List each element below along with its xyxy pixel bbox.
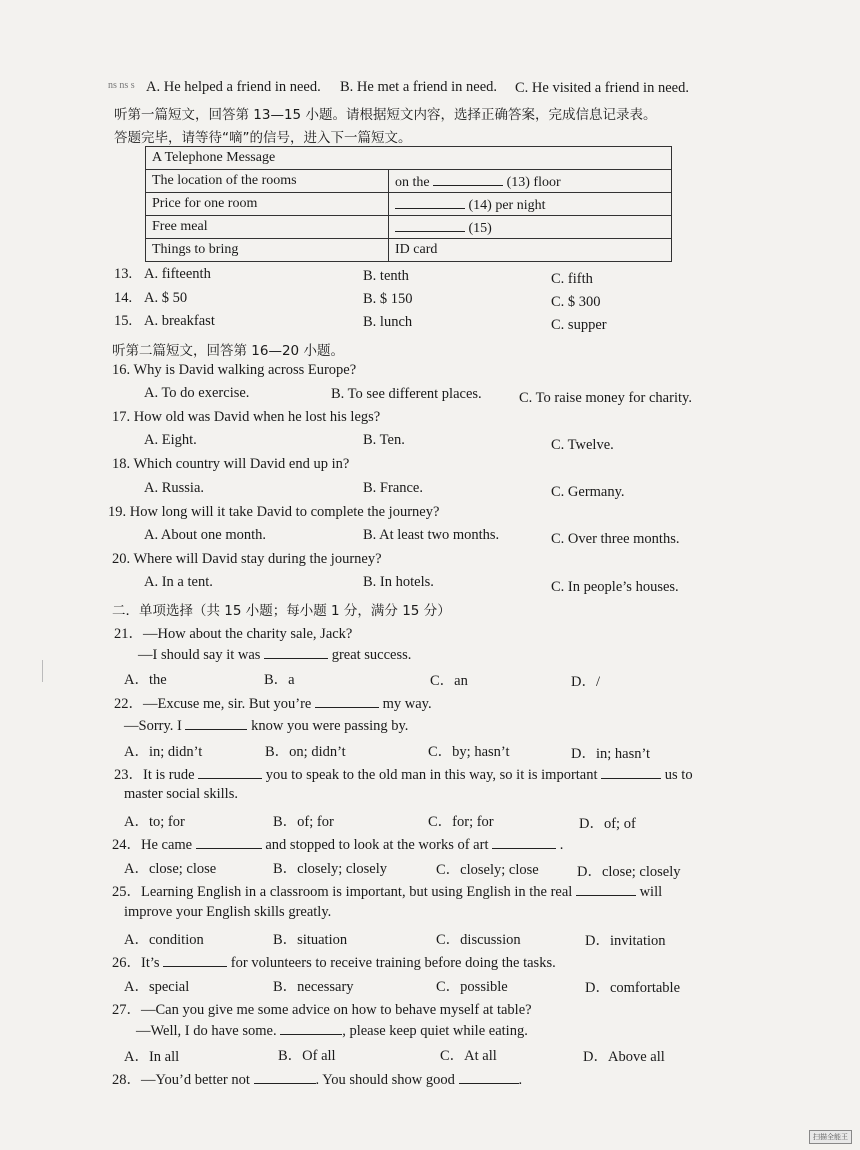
answer-blank[interactable] (459, 1070, 519, 1084)
q25-option-d: D．invitation (585, 933, 666, 949)
q20-option-c: C. In people’s houses. (551, 579, 679, 595)
q12-option-c: C. He visited a friend in need. (515, 80, 689, 96)
scan-artifact-text: ns ns s (108, 80, 135, 91)
q25-text-a: 25．Learning English in a classroom is important, but using English in the real (112, 884, 573, 900)
q25-text-b: will (639, 884, 663, 900)
q27-text-b: , please keep quiet while eating. (342, 1023, 528, 1039)
q15-option-b: B. lunch (363, 314, 413, 330)
q27-line1: 27．—Can you give me some advice on how to behave myself at table? (112, 1002, 532, 1018)
q23-text-c: us to (664, 767, 693, 783)
q26-text-b: for volunteers to receive training before doing the tasks. (230, 955, 556, 971)
q20-text: 20. Where will David stay during the journey? (112, 551, 382, 567)
q20-option-b: B. In hotels. (363, 574, 434, 590)
section1-instruction-line1: 听第一篇短文，回答第 13—15 小题。请根据短文内容，选择正确答案，完成信息记录表。 (114, 107, 657, 123)
q24-text-b: and stopped to look at the works of art (265, 837, 489, 853)
q24-option-b: B．closely; closely (273, 861, 387, 877)
section1-instruction-line2: 答题完毕，请等待“嘀”的信号，进入下一篇短文。 (114, 130, 412, 146)
q27-option-b: B．Of all (278, 1048, 336, 1064)
q26-line1 (112, 951, 556, 972)
answer-blank-13[interactable] (433, 172, 503, 186)
q14-number: 14. (114, 290, 133, 306)
q25-option-b: B．situation (273, 932, 348, 948)
q16-option-b: B. To see different places. (331, 386, 482, 402)
q24-text-c: . (559, 837, 564, 853)
q15-option-c: C. supper (551, 317, 607, 333)
q24-option-c: C．closely; close (436, 862, 539, 878)
answer-blank[interactable] (163, 953, 227, 967)
q28-text-b: . You should show good (315, 1072, 455, 1088)
q18-option-b: B. France. (363, 480, 423, 496)
q26-option-b: B．necessary (273, 979, 354, 995)
answer-blank[interactable] (576, 882, 636, 896)
q18-option-c: C. Germany. (551, 484, 625, 500)
q28-text-a: 28．—You’d better not (112, 1072, 250, 1088)
q15-option-a: A. breakfast (144, 313, 215, 329)
answer-blank[interactable] (601, 765, 661, 779)
answer-blank[interactable] (198, 765, 262, 779)
answer-blank[interactable] (280, 1021, 342, 1035)
q23-option-b: B．of; for (273, 814, 334, 830)
q21-option-c: C．an (430, 673, 468, 689)
q21-line1: 21．—How about the charity sale, Jack? (114, 626, 353, 642)
q21-text-a: —I should say it was (138, 647, 261, 663)
q17-option-a: A. Eight. (144, 432, 197, 448)
q26-option-c: C．possible (436, 979, 508, 995)
answer-blank[interactable] (254, 1070, 316, 1084)
q22-text-a: 22．—Excuse me, sir. But you’re (114, 696, 312, 712)
q22-line2 (124, 716, 408, 735)
part2-header: 二．单项选择（共 15 小题；每小题 1 分，满分 15 分） (112, 603, 451, 619)
table-value-post: (14) per night (468, 197, 546, 213)
q21-option-d: D．/ (571, 674, 600, 690)
q22-text-b: my way. (382, 696, 432, 712)
answer-blank[interactable] (264, 645, 328, 659)
table-label: Price for one room (146, 193, 389, 216)
q27-option-a: A．In all (124, 1049, 180, 1065)
q24-option-d: D．close; closely (577, 864, 681, 880)
section2-instruction: 听第二篇短文，回答第 16—20 小题。 (112, 343, 344, 359)
q25-line2: improve your English skills greatly. (124, 904, 332, 920)
telephone-message-table (145, 146, 672, 262)
table-value-post: (15) (468, 220, 492, 236)
answer-blank-14[interactable] (395, 195, 465, 209)
q16-option-a: A. To do exercise. (144, 385, 250, 401)
q28-text-c: . (518, 1072, 523, 1088)
answer-blank-15[interactable] (395, 218, 465, 232)
table-title: A Telephone Message (146, 147, 672, 170)
q27-option-c: C．At all (440, 1048, 497, 1064)
q19-option-a: A. About one month. (144, 527, 267, 543)
q15-number: 15. (114, 313, 133, 329)
q22-option-d: D．in; hasn’t (571, 746, 651, 762)
q26-text-a: 26．It’s (112, 955, 160, 971)
scan-mark (42, 660, 43, 682)
table-row (146, 239, 672, 262)
q14-option-a: A. $ 50 (144, 290, 188, 306)
q17-text: 17. How old was David when he lost his legs? (112, 409, 381, 425)
q13-option-a: A. fifteenth (144, 266, 211, 282)
q23-line1 (114, 763, 693, 784)
q23-line2: master social skills. (124, 786, 238, 802)
answer-blank[interactable] (196, 835, 262, 849)
q13-option-c: C. fifth (551, 271, 593, 287)
q26-option-d: D．comfortable (585, 980, 681, 996)
table-value-pre: on the (395, 174, 430, 190)
q23-option-c: C．for; for (428, 814, 494, 830)
q23-text-b: you to speak to the old man in this way, so it is important (265, 767, 598, 783)
answer-blank[interactable] (185, 716, 247, 730)
q18-option-a: A. Russia. (144, 480, 205, 496)
q13-option-b: B. tenth (363, 268, 409, 284)
q22-text-d: know you were passing by. (251, 718, 409, 734)
table-row (146, 170, 672, 193)
q14-option-b: B. $ 150 (363, 291, 413, 307)
q20-option-a: A. In a tent. (144, 574, 213, 590)
q27-line2 (136, 1021, 528, 1040)
q21-option-a: A．the (124, 672, 167, 688)
q24-text-a: 24．He came (112, 837, 193, 853)
answer-blank[interactable] (492, 835, 556, 849)
q24-line1 (112, 833, 563, 854)
q12-option-b: B. He met a friend in need. (340, 79, 498, 95)
q22-option-c: C．by; hasn’t (428, 744, 510, 760)
q19-text: 19. How long will it take David to complete the journey? (108, 504, 440, 520)
q23-option-a: A．to; for (124, 814, 185, 830)
q25-option-c: C．discussion (436, 932, 521, 948)
answer-blank[interactable] (315, 694, 379, 708)
q14-option-c: C. $ 300 (551, 294, 601, 310)
table-label: The location of the rooms (146, 170, 389, 193)
q21-text-b: great success. (331, 647, 412, 663)
q18-text: 18. Which country will David end up in? (112, 456, 350, 472)
q22-option-a: A．in; didn’t (124, 744, 203, 760)
q12-option-a: A. He helped a friend in need. (146, 79, 321, 95)
q27-text-a: —Well, I do have some. (136, 1023, 277, 1039)
q22-text-c: —Sorry. I (124, 718, 182, 734)
scanner-watermark: 扫描全能王 (809, 1130, 852, 1144)
q19-option-c: C. Over three months. (551, 531, 680, 547)
q17-option-c: C. Twelve. (551, 437, 614, 453)
table-label: Free meal (146, 216, 389, 239)
q16-text: 16. Why is David walking across Europe? (112, 362, 357, 378)
q28-line1 (112, 1068, 522, 1089)
q13-number: 13. (114, 266, 133, 282)
q19-option-b: B. At least two months. (363, 527, 500, 543)
q23-option-d: D．of; of (579, 816, 636, 832)
q25-option-a: A．condition (124, 932, 204, 948)
q26-option-a: A．special (124, 979, 190, 995)
q25-line1 (112, 880, 662, 901)
q24-option-a: A．close; close (124, 861, 217, 877)
table-value-post: (13) floor (506, 174, 561, 190)
q23-text-a: 23．It is rude (114, 767, 195, 783)
table-row (146, 193, 672, 216)
q27-option-d: D．Above all (583, 1049, 665, 1065)
q22-option-b: B．on; didn’t (265, 744, 346, 760)
q16-option-c: C. To raise money for charity. (519, 390, 692, 406)
table-value-pre: ID card (389, 239, 672, 262)
q17-option-b: B. Ten. (363, 432, 405, 448)
q21-line2 (138, 645, 411, 664)
q22-line1 (114, 692, 432, 713)
table-label: Things to bring (146, 239, 389, 262)
q21-option-b: B．a (264, 672, 295, 688)
table-row (146, 216, 672, 239)
